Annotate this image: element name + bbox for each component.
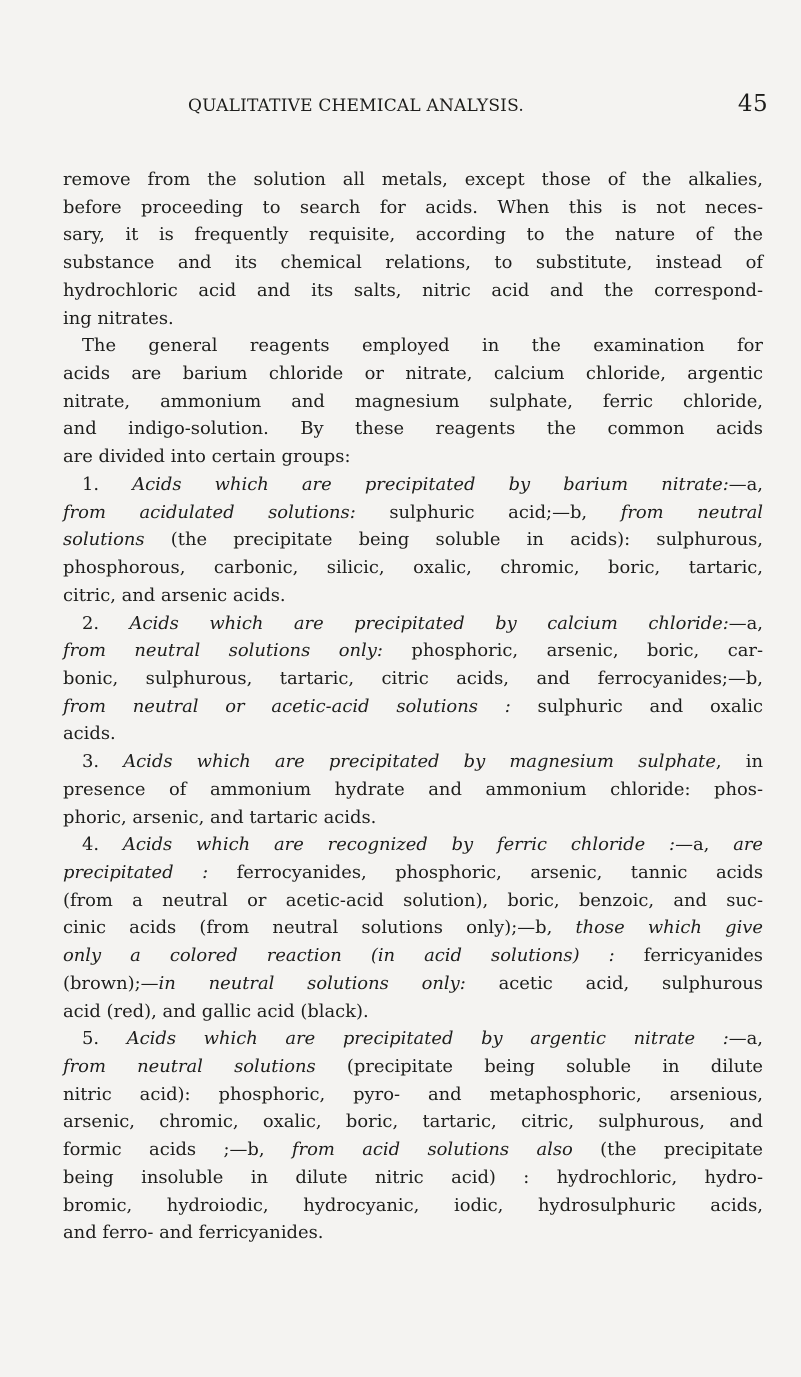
text-line bbox=[63, 332, 763, 360]
text-line bbox=[63, 1136, 763, 1164]
text-line bbox=[63, 887, 763, 915]
text-line bbox=[63, 443, 763, 471]
text-segment: nitric acid): phosphoric, pyro- and metaphosphoric, arsenious, bbox=[63, 1083, 763, 1105]
text-segment: before proceeding to search for acids. When this is not neces- bbox=[63, 196, 763, 218]
page-number: 45 bbox=[737, 91, 768, 117]
italic-text: those which give bbox=[575, 917, 763, 939]
text-segment: acids are barium chloride or nitrate, calcium chloride, argentic bbox=[63, 363, 763, 385]
italic-text: precipitated : bbox=[63, 861, 209, 883]
text-segment: —a, bbox=[675, 834, 734, 856]
italic-text: from neutral solutions bbox=[63, 1056, 316, 1077]
text-segment: phosphoric, arsenic, boric, car- bbox=[382, 640, 764, 662]
text-segment: cinic acids (from neutral solutions only);—b, bbox=[63, 917, 576, 939]
text-line bbox=[63, 1053, 763, 1081]
text-line bbox=[63, 859, 763, 887]
text-segment: The general reagents employed in the examination for bbox=[82, 335, 763, 357]
text-segment: and indigo-solution. By these reagents the common acids bbox=[63, 418, 763, 440]
text-segment: remove from the solution all metals, except those of the alkalies, bbox=[63, 169, 763, 190]
text-line bbox=[63, 360, 763, 388]
text-line bbox=[63, 1025, 763, 1053]
italic-text: Acids which are precipitated by barium nitrate: bbox=[132, 473, 729, 495]
text-line bbox=[63, 693, 763, 721]
italic-text: in neutral solutions only: bbox=[158, 972, 466, 994]
text-line bbox=[63, 526, 763, 554]
text-segment: 4. bbox=[82, 834, 123, 856]
italic-text: Acids which are recognized by ferric chloride : bbox=[122, 834, 676, 856]
text-line bbox=[63, 637, 763, 665]
text-line bbox=[63, 1164, 763, 1192]
text-segment: bonic, sulphurous, tartaric, citric acids, and ferrocyanides;—b, bbox=[63, 667, 763, 689]
text-segment: sulphuric and oxalic bbox=[510, 695, 763, 717]
text-line bbox=[63, 388, 763, 416]
text-line bbox=[63, 582, 763, 610]
text-segment: sulphuric acid;—b, bbox=[355, 501, 621, 523]
text-segment: arsenic, chromic, oxalic, boric, tartaric, citric, sulphurous, and bbox=[63, 1111, 763, 1133]
text-segment: nitrate, ammonium and magnesium sulphate, ferric chloride, bbox=[63, 390, 763, 412]
italic-text: from acid solutions also bbox=[291, 1139, 573, 1161]
italic-text: solutions bbox=[63, 529, 145, 551]
text-line bbox=[63, 1219, 763, 1247]
text-line bbox=[63, 720, 763, 748]
text-segment: ing nitrates. bbox=[63, 307, 174, 329]
text-segment: —a, bbox=[728, 1028, 763, 1050]
text-segment: and ferro- and ferricyanides. bbox=[63, 1222, 324, 1244]
text-segment: sary, it is frequently requisite, according to the nature of the bbox=[63, 224, 763, 246]
text-line bbox=[63, 499, 763, 527]
text-segment: —a, bbox=[728, 473, 763, 495]
text-line bbox=[63, 748, 763, 776]
text-segment: (from a neutral or acetic-acid solution), boric, benzoic, and suc- bbox=[63, 889, 763, 911]
text-segment: 2. bbox=[82, 612, 130, 634]
text-segment: citric, and arsenic acids. bbox=[63, 584, 286, 606]
italic-text: Acids which are precipitated by magnesium sulphate bbox=[123, 751, 716, 773]
text-segment: 3. bbox=[82, 751, 124, 773]
text-line bbox=[63, 610, 763, 638]
italic-text: Acids which are precipitated by argentic nitrate : bbox=[126, 1028, 729, 1050]
italic-text: are bbox=[733, 834, 763, 856]
italic-text: from acidulated solutions: bbox=[63, 501, 356, 523]
text-segment: acetic acid, sulphurous bbox=[465, 972, 763, 994]
text-segment: , in bbox=[715, 751, 764, 773]
text-segment: —a, bbox=[728, 612, 763, 634]
running-head-title: QUALITATIVE CHEMICAL ANALYSIS. bbox=[188, 96, 524, 116]
text-segment: hydrochloric acid and its salts, nitric acid and the correspond- bbox=[63, 279, 763, 301]
italic-text: from neutral solutions only: bbox=[63, 640, 383, 662]
text-line bbox=[63, 914, 763, 942]
text-segment: are divided into certain groups: bbox=[63, 446, 351, 468]
text-segment: (brown);— bbox=[63, 972, 159, 994]
text-line bbox=[63, 471, 763, 499]
text-line bbox=[63, 970, 763, 998]
text-segment: ferricyanides bbox=[614, 945, 763, 967]
text-line bbox=[63, 665, 763, 693]
text-segment: acids. bbox=[63, 723, 116, 745]
text-segment: acid (red), and gallic acid (black). bbox=[63, 1000, 369, 1022]
text-segment: phoric, arsenic, and tartaric acids. bbox=[63, 806, 377, 828]
text-segment: presence of ammonium hydrate and ammonium chloride: phos- bbox=[63, 778, 763, 800]
running-head bbox=[188, 92, 778, 126]
italic-text: only a colored reaction (in acid solutions) : bbox=[63, 945, 615, 967]
text-line bbox=[63, 249, 763, 277]
text-line bbox=[63, 194, 763, 222]
text-line bbox=[63, 1108, 763, 1136]
text-segment: being insoluble in dilute nitric acid) : hydrochloric, hydro- bbox=[63, 1166, 763, 1188]
text-segment: 5. bbox=[82, 1028, 127, 1050]
text-line bbox=[63, 776, 763, 804]
text-segment: bromic, hydroiodic, hydrocyanic, iodic, hydrosulphuric acids, bbox=[63, 1194, 763, 1216]
text-line bbox=[63, 1081, 763, 1109]
text-line bbox=[63, 277, 763, 305]
text-segment: (precipitate being soluble in dilute bbox=[315, 1056, 763, 1077]
text-segment: phosphorous, carbonic, silicic, oxalic, chromic, boric, tartaric, bbox=[63, 557, 763, 579]
text-segment: (the precipitate being soluble in acids): sulphurous, bbox=[144, 529, 763, 551]
text-line bbox=[63, 221, 763, 249]
text-segment: substance and its chemical relations, to substitute, instead of bbox=[63, 252, 763, 274]
text-segment: (the precipitate bbox=[572, 1139, 763, 1161]
text-line bbox=[63, 804, 763, 832]
text-segment: 1. bbox=[82, 473, 133, 495]
text-line bbox=[63, 554, 763, 582]
text-line bbox=[63, 998, 763, 1026]
text-line bbox=[63, 1192, 763, 1220]
italic-text: from neutral bbox=[620, 501, 763, 523]
text-line bbox=[63, 831, 763, 859]
text-segment: formic acids ;—b, bbox=[63, 1139, 292, 1161]
text-line bbox=[63, 942, 763, 970]
text-line bbox=[63, 415, 763, 443]
text-segment: ferrocyanides, phosphoric, arsenic, tannic acids bbox=[208, 861, 763, 883]
italic-text: Acids which are precipitated by calcium chloride: bbox=[129, 612, 729, 634]
text-line bbox=[63, 305, 763, 333]
body-text bbox=[63, 166, 763, 1247]
text-line bbox=[63, 166, 763, 194]
italic-text: from neutral or acetic-acid solutions : bbox=[63, 695, 511, 717]
